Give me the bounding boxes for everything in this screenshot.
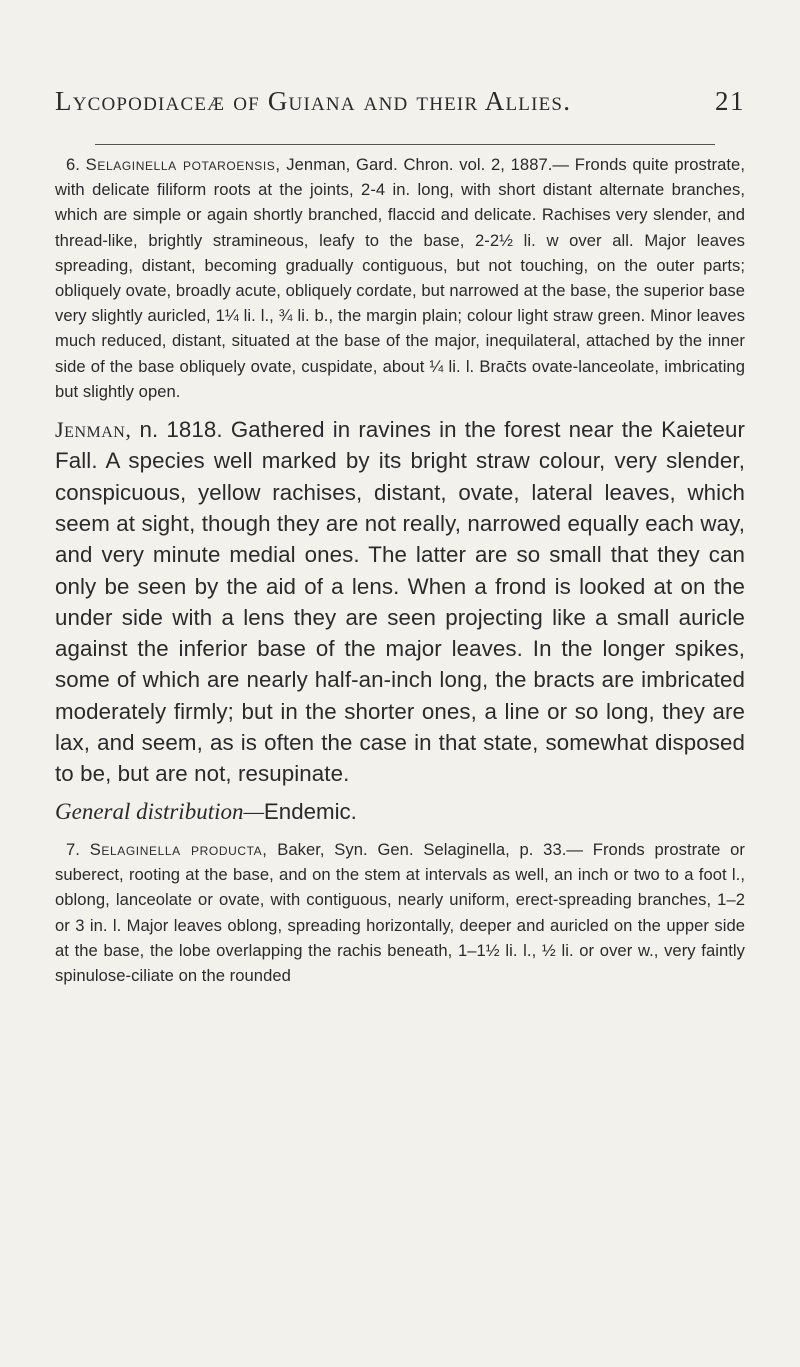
species-7-description-paragraph	[55, 837, 745, 988]
header-rule	[95, 144, 715, 145]
species-6-notes-paragraph	[55, 414, 745, 790]
species-6-description: Fronds quite prostrate, with delicate filiform roots at the joints, 2-4 in. long, with short distant alternate branches, which are simple or again shortly branched, flaccid and delicate. Rachises very slender, and thread-like, brightly stramineous, leafy to the base, 2-2½ li. w over all. Major leaves spreading, distant, becoming gradually contiguous, but not touching, on the outer parts; obliquely ovate, broadly acute, obliquely cordate, but narrowed at the base, the superior base very slightly auricled, 1¼ li. l., ¾ li. b., the margin plain; colour light straw green. Minor leaves much reduced, distant, situated at the base of the major, inequilateral, attached by the inner side of the base obliquely ovate, cuspidate, about ¼ li. l. Brac̄ts ovate-lanceolate, imbricating but slightly open.	[55, 155, 745, 401]
page-body	[55, 152, 745, 988]
species-6-notes: n. 1818. Gathered in ravines in the forest near the Kaieteur Fall. A species well marked by its bright straw colour, very slender, conspicuous, yellow rachises, distant, ovate, lateral leaves, which seem at sight, though they are not really, narrowed equally each way, and very minute medial ones. The latter are so small that they can only be seen by the aid of a lens. When a frond is looked at on the under side with a lens they are seen projecting like a small auricle against the inferior base of the major leaves. In the longer spikes, some of which are nearly half-an-inch long, the bracts are imbricated moderately firmly; but in the shorter ones, a line or so long, they are lax, and seem, as is often the case in that state, somewhat disposed to be, but are not, resupinate.	[55, 417, 745, 787]
species-7-name: Selaginella producta,	[89, 839, 268, 859]
species-7-citation: Baker, Syn. Gen. Selaginella, p. 33.—	[277, 839, 584, 859]
running-title: Lycopodiaceæ of Guiana and their Allies.	[55, 86, 572, 116]
species-7-description: Fronds prostrate or suberect, rooting at the base, and on the stem at intervals as well, an inch or two to a foot l., oblong, lanceolate or ovate, with contiguous, nearly uniform, erect-spreading branches, 1–2 or 3 in. l. Major leaves oblong, spreading horizontally, deeper and auricled on the upper side at the base, the lobe overlapping the rachis beneath, 1–1½ li. l., ½ li. or over w., very faintly spinulose-ciliate on the rounded	[55, 839, 745, 985]
species-6-number: 6.	[66, 155, 80, 174]
species-6-name: Selaginella potaroensis,	[85, 155, 281, 174]
species-6-description-paragraph	[55, 152, 745, 404]
distribution-value: Endemic.	[263, 798, 357, 824]
species-7-number: 7.	[66, 839, 80, 859]
distribution-label: General distribution—	[55, 798, 264, 824]
species-6-distribution	[55, 796, 745, 827]
page-number: 21	[715, 86, 745, 116]
species-6-collector: Jenman,	[55, 417, 132, 443]
running-head	[55, 86, 745, 136]
species-6-citation: Jenman, Gard. Chron. vol. 2, 1887.—	[286, 155, 570, 174]
